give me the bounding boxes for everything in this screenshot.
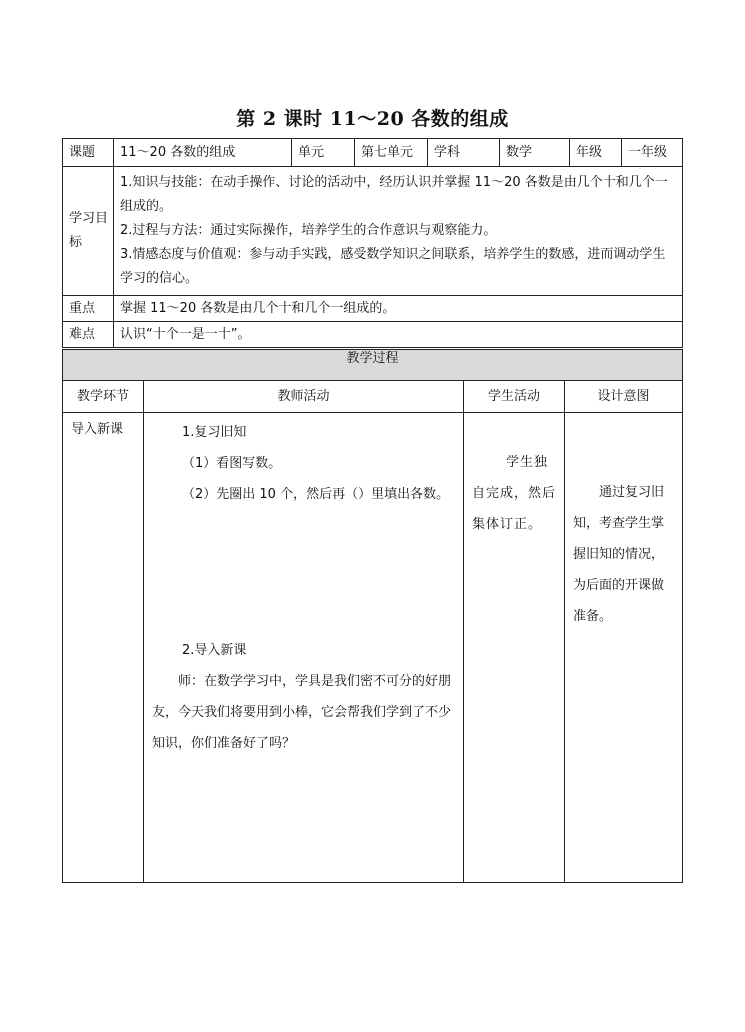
lesson-title: 第 2 课时 11～20 各数的组成 xyxy=(236,108,509,130)
student-activity-text: 学生独自完成，然后集体订正。 xyxy=(472,455,557,532)
difficulty-label: 难点 xyxy=(63,322,114,348)
teaching-process-table xyxy=(62,349,683,883)
review-step-2: （2）先圈出 10 个，然后再（）里填出各数。 xyxy=(182,487,450,502)
column-header-stage: 教学环节 xyxy=(63,381,144,413)
teacher-speech: 师：在数学学习中，学具是我们密不可分的好朋友，今天我们将要用到小棒，它会帮我们学到了不少知识，你们准备好了吗？ xyxy=(152,674,452,751)
topic-value: 11～20 各数的组成 xyxy=(114,139,292,167)
intro-title: 2.导入新课 xyxy=(182,643,247,658)
objective-item: 3.情感态度与价值观：参与动手实践，感受数学知识之间联系，培养学生的数感，进而调动学生学习的信心。 xyxy=(120,247,666,286)
objective-item: 1.知识与技能：在动手操作、讨论的活动中，经历认识并掌握 11～20 各数是由几个十和几个一组成的。 xyxy=(120,175,668,214)
student-activity-cell xyxy=(464,413,565,883)
process-heading: 教学过程 xyxy=(63,350,683,381)
difficulty-value: 认识“十个一是一十”。 xyxy=(114,322,683,348)
objectives-label: 学习目标 xyxy=(63,167,114,296)
image-placeholder xyxy=(152,510,455,635)
design-intent-cell xyxy=(565,413,683,883)
topic-label: 课题 xyxy=(63,139,114,167)
key-point-label: 重点 xyxy=(63,296,114,322)
column-header-intent: 设计意图 xyxy=(565,381,683,413)
stage-cell xyxy=(63,413,144,883)
column-header-student: 学生活动 xyxy=(464,381,565,413)
grade-value: 一年级 xyxy=(622,139,683,167)
unit-value: 第七单元 xyxy=(355,139,428,167)
lesson-info-table xyxy=(62,138,683,348)
review-title: 1.复习旧知 xyxy=(182,425,247,440)
subject-label: 学科 xyxy=(428,139,500,167)
design-intent-text: 通过复习旧知，考查学生掌握旧知的情况，为后面的开课做准备。 xyxy=(573,485,665,624)
key-point-value: 掌握 11～20 各数是由几个十和几个一组成的。 xyxy=(114,296,683,322)
subject-value: 数学 xyxy=(500,139,570,167)
stage-name: 导入新课 xyxy=(71,422,124,437)
unit-label: 单元 xyxy=(292,139,355,167)
teacher-activity-cell xyxy=(144,413,464,883)
grade-label: 年级 xyxy=(570,139,622,167)
objectives-content xyxy=(114,167,683,296)
column-header-teacher: 教师活动 xyxy=(144,381,464,413)
objective-item: 2.过程与方法：通过实际操作，培养学生的合作意识与观察能力。 xyxy=(120,223,497,238)
review-step-1: （1）看图写数。 xyxy=(182,456,282,471)
